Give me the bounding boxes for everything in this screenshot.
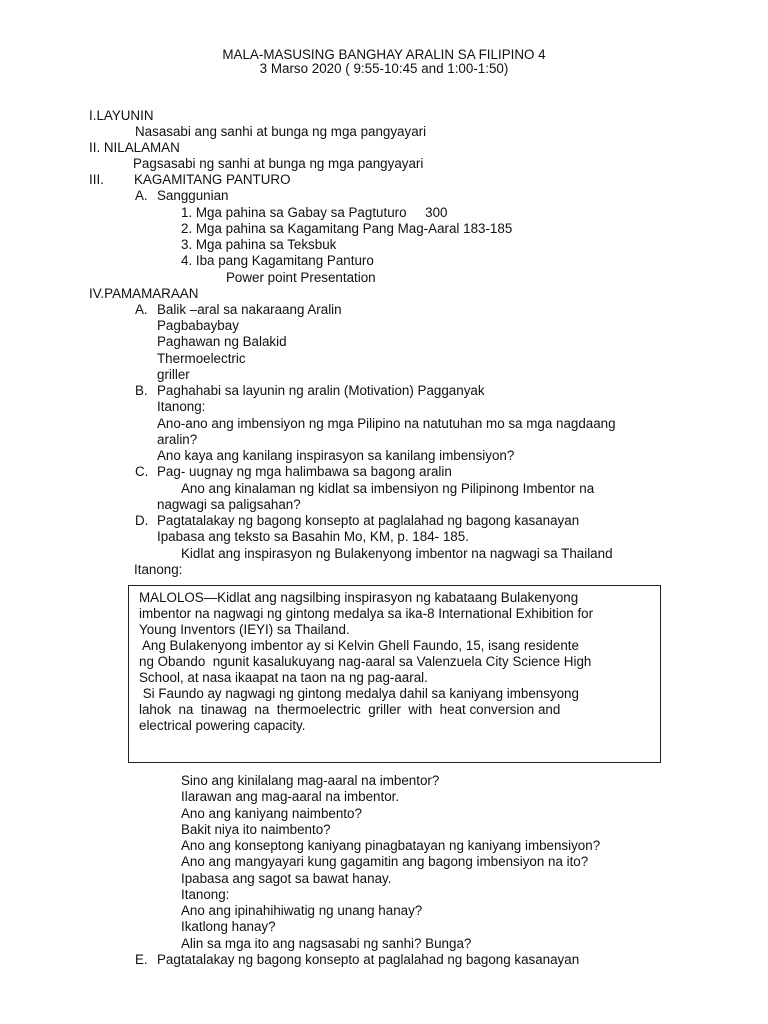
article-line: electrical powering capacity. [139, 718, 306, 733]
kagamitan-number: III. [89, 172, 104, 187]
article-line: School, at nasa ikaapat na taon na ng pag-aaral. [139, 670, 428, 685]
sanggunian-label: Sanggunian [157, 188, 229, 203]
b-item: aralin? [157, 432, 198, 447]
a-label: Balik –aral sa nakaraang Aralin [157, 302, 342, 317]
question-line: Ano ang kaniyang naimbento? [181, 806, 362, 821]
b-item: Ano-ano ang imbensiyon ng mga Pilipino na natutuhan mo sa mga nagdaang [157, 416, 616, 431]
question-line: Alin sa mga ito ang nagsasabi ng sanhi? Bunga? [181, 936, 472, 951]
a-item: griller [157, 367, 190, 382]
d-item: Kidlat ang inspirasyon ng Bulakenyong imbentor na nagwagi sa Thailand [181, 546, 613, 561]
sanggunian-item: 4. Iba pang Kagamitang Panturo [181, 253, 374, 268]
b-label: Paghahabi sa layunin ng aralin (Motivation) Pagganyak [157, 383, 485, 398]
layunin-text: Nasasabi ang sanhi at bunga ng mga pangyayari [135, 124, 427, 139]
a-item: Pagbabaybay [157, 318, 239, 333]
d-item: Itanong: [134, 562, 183, 577]
c-item: nagwagi sa paligsahan? [157, 497, 301, 512]
a-marker: A. [135, 302, 148, 317]
article-line: ng Obando ngunit kasalukuyang nag-aaral sa Valenzuela City Science High [139, 654, 592, 669]
layunin-heading: I.LAYUNIN [89, 108, 154, 123]
pamamaraan-heading: IV.PAMAMARAAN [89, 286, 199, 301]
b-item: Ano kaya ang kanilang inspirasyon sa kanilang imbensiyon? [157, 448, 515, 463]
question-line: Ipabasa ang sagot sa bawat hanay. [181, 871, 392, 886]
question-line: Ano ang ipinahihiwatig ng unang hanay? [181, 903, 423, 918]
question-line: Bakit niya ito naimbento? [181, 822, 331, 837]
b-item: Itanong: [157, 399, 206, 414]
question-line: Ilarawan ang mag-aaral na imbentor. [181, 789, 400, 804]
c-item: Ano ang kinalaman ng kidlat sa imbensiyon ng Pilipinong Imbentor na [181, 481, 595, 496]
sanggunian-item: 2. Mga pahina sa Kagamitang Pang Mag-Aaral 183-185 [181, 221, 513, 236]
document-date: 3 Marso 2020 ( 9:55-10:45 and 1:00-1:50) [259, 61, 509, 76]
sanggunian-marker: A. [135, 188, 148, 203]
b-marker: B. [135, 383, 148, 398]
d-marker: D. [135, 513, 149, 528]
question-line: Sino ang kinilalang mag-aaral na imbentor? [181, 773, 440, 788]
e-marker: E. [135, 952, 148, 967]
c-marker: C. [135, 464, 149, 479]
a-item: Thermoelectric [157, 351, 246, 366]
d-item: Ipabasa ang teksto sa Basahin Mo, KM, p. 184- 185. [157, 529, 469, 544]
d-label: Pagtatalakay ng bagong konsepto at paglalahad ng bagong kasanayan [157, 513, 580, 528]
sanggunian-item: 3. Mga pahina sa Teksbuk [181, 237, 337, 252]
question-line: Ano ang mangyayari kung gagamitin ang bagong imbensiyon na ito? [181, 854, 589, 869]
article-box [128, 585, 661, 763]
document-title: MALA-MASUSING BANGHAY ARALIN SA FILIPINO 4 [222, 47, 546, 62]
nilalaman-text: Pagsasabi ng sanhi at bunga ng mga pangyayari [133, 156, 424, 171]
c-label: Pag- uugnay ng mga halimbawa sa bagong aralin [157, 464, 452, 479]
kagamitan-heading: KAGAMITANG PANTURO [134, 172, 291, 187]
sanggunian-item: Power point Presentation [226, 270, 376, 285]
a-item: Paghawan ng Balakid [157, 334, 287, 349]
article-line: Ang Bulakenyong imbentor ay si Kelvin Ghell Faundo, 15, isang residente [139, 638, 579, 653]
article-line: MALOLOS—Kidlat ang nagsilbing inspirasyon ng kabataang Bulakenyong [139, 590, 579, 605]
sanggunian-item: 1. Mga pahina sa Gabay sa Pagtuturo 300 [181, 205, 448, 220]
nilalaman-heading: II. NILALAMAN [89, 140, 180, 155]
article-line: Si Faundo ay nagwagi ng gintong medalya dahil sa kaniyang imbensyong [139, 686, 579, 701]
e-label: Pagtatalakay ng bagong konsepto at paglalahad ng bagong kasanayan [157, 952, 580, 967]
question-line: Ikatlong hanay? [181, 919, 276, 934]
article-line: imbentor na nagwagi ng gintong medalya sa ika-8 International Exhibition for [139, 606, 594, 621]
article-line: lahok na tinawag na thermoelectric griller with heat conversion and [139, 702, 561, 717]
question-line: Ano ang konseptong kaniyang pinagbatayan ng kaniyang imbensiyon? [181, 838, 601, 853]
article-line: Young Inventors (IEYI) sa Thailand. [139, 622, 350, 637]
question-line: Itanong: [181, 887, 230, 902]
